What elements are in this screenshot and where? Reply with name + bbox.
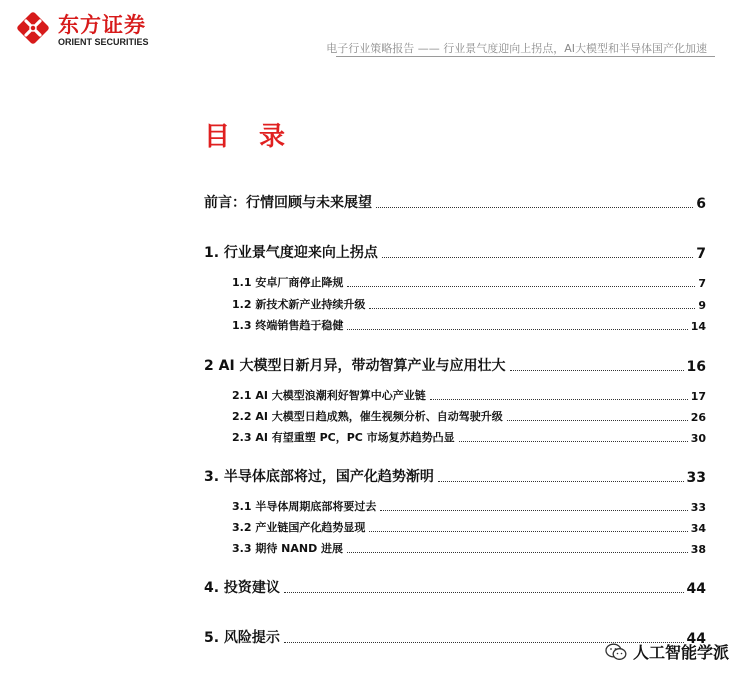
toc-leader-dots: [376, 207, 693, 208]
toc-leader-dots: [382, 257, 693, 258]
toc-leader-dots: [459, 441, 688, 442]
toc-entry-preface[interactable]: [204, 192, 706, 212]
toc-entry-page: 6: [696, 196, 706, 212]
toc-entry-label: 3.2 产业链国产化趋势显现: [232, 521, 366, 534]
toc-entry-label: 2 AI 大模型日新月异，带动智算产业与应用壮大: [204, 358, 506, 374]
toc-title: 目 录: [204, 122, 296, 152]
toc-entry-section-1-3[interactable]: [232, 317, 706, 333]
toc-entry-label: 2.3 AI 有望重塑 PC，PC 市场复苏趋势凸显: [232, 431, 455, 444]
toc-leader-dots: [438, 481, 684, 482]
report-title: 电子行业策略报告 —— 行业景气度迎向上拐点，AI大模型和半导体国产化加速: [326, 42, 707, 55]
toc-entry-page: 17: [690, 390, 706, 403]
toc-entry-label: 1. 行业景气度迎来向上拐点: [204, 245, 378, 261]
wechat-watermark: [605, 640, 729, 663]
toc-leader-dots: [347, 286, 695, 287]
toc-entry-label: 3. 半导体底部将过，国产化趋势渐明: [204, 469, 434, 485]
toc-leader-dots: [430, 399, 688, 400]
toc-leader-dots: [380, 510, 687, 511]
toc-entry-section-3-3[interactable]: [232, 540, 706, 556]
toc-leader-dots: [347, 329, 687, 330]
orient-logo-icon: [16, 11, 50, 45]
toc-leader-dots: [369, 308, 695, 309]
wechat-icon: [605, 643, 627, 661]
toc-entry-section-3-2[interactable]: [232, 519, 706, 535]
toc-leader-dots: [284, 592, 684, 593]
toc-entry-section-1-1[interactable]: [232, 274, 706, 290]
toc-entry-label: 2.1 AI 大模型浪潮利好智算中心产业链: [232, 389, 426, 402]
toc-entry-label: 前言：行情回顾与未来展望: [204, 195, 372, 211]
toc-entry-page: 38: [690, 543, 706, 556]
toc-leader-dots: [347, 552, 688, 553]
toc-entry-page: 33: [690, 501, 706, 514]
brand-name-en: ORIENT SECURITIES: [58, 37, 149, 47]
header-divider: [336, 56, 715, 57]
toc-entry-label: 1.1 安卓厂商停止降规: [232, 276, 344, 289]
toc-leader-dots: [369, 531, 687, 532]
toc-leader-dots: [507, 420, 688, 421]
brand-name-cn: 东方证券: [58, 13, 146, 37]
toc-entry-page: 7: [696, 246, 706, 262]
toc-entry-page: 44: [686, 631, 706, 647]
toc-entry-section-1[interactable]: [204, 242, 706, 262]
toc-entry-page: 30: [690, 432, 706, 445]
toc-entry-page: 14: [690, 320, 706, 333]
toc-entry-section-4[interactable]: [204, 577, 706, 597]
page-header: [0, 0, 751, 62]
toc-entry-label: 2.2 AI 大模型日趋成熟，催生视频分析、自动驾驶升级: [232, 410, 503, 423]
toc-entry-page: 33: [686, 470, 706, 486]
toc-entry-page: 7: [698, 277, 706, 290]
toc-entry-label: 5. 风险提示: [204, 630, 280, 646]
toc-entry-section-1-2[interactable]: [232, 296, 706, 312]
toc-entry-section-2-2[interactable]: [232, 408, 706, 424]
toc-entry-page: 9: [698, 299, 706, 312]
toc-entry-section-3-1[interactable]: [232, 498, 706, 514]
toc-entry-section-3[interactable]: [204, 466, 706, 486]
toc-entry-label: 1.3 终端销售趋于稳健: [232, 319, 344, 332]
toc-leader-dots: [510, 370, 684, 371]
toc-entry-page: 34: [690, 522, 706, 535]
toc-entry-label: 4. 投资建议: [204, 580, 280, 596]
watermark-text: 人工智能学派: [632, 643, 729, 662]
toc-entry-section-2[interactable]: [204, 355, 706, 375]
toc-entry-page: 26: [690, 411, 706, 424]
toc-entry-section-2-1[interactable]: [232, 387, 706, 403]
toc-entry-label: 3.1 半导体周期底部将要过去: [232, 500, 377, 513]
toc-entry-page: 16: [686, 359, 706, 375]
toc-entry-label: 3.3 期待 NAND 进展: [232, 542, 344, 555]
toc-entry-page: 44: [686, 581, 706, 597]
toc-entry-label: 1.2 新技术新产业持续升级: [232, 298, 366, 311]
toc-entry-section-2-3[interactable]: [232, 429, 706, 445]
